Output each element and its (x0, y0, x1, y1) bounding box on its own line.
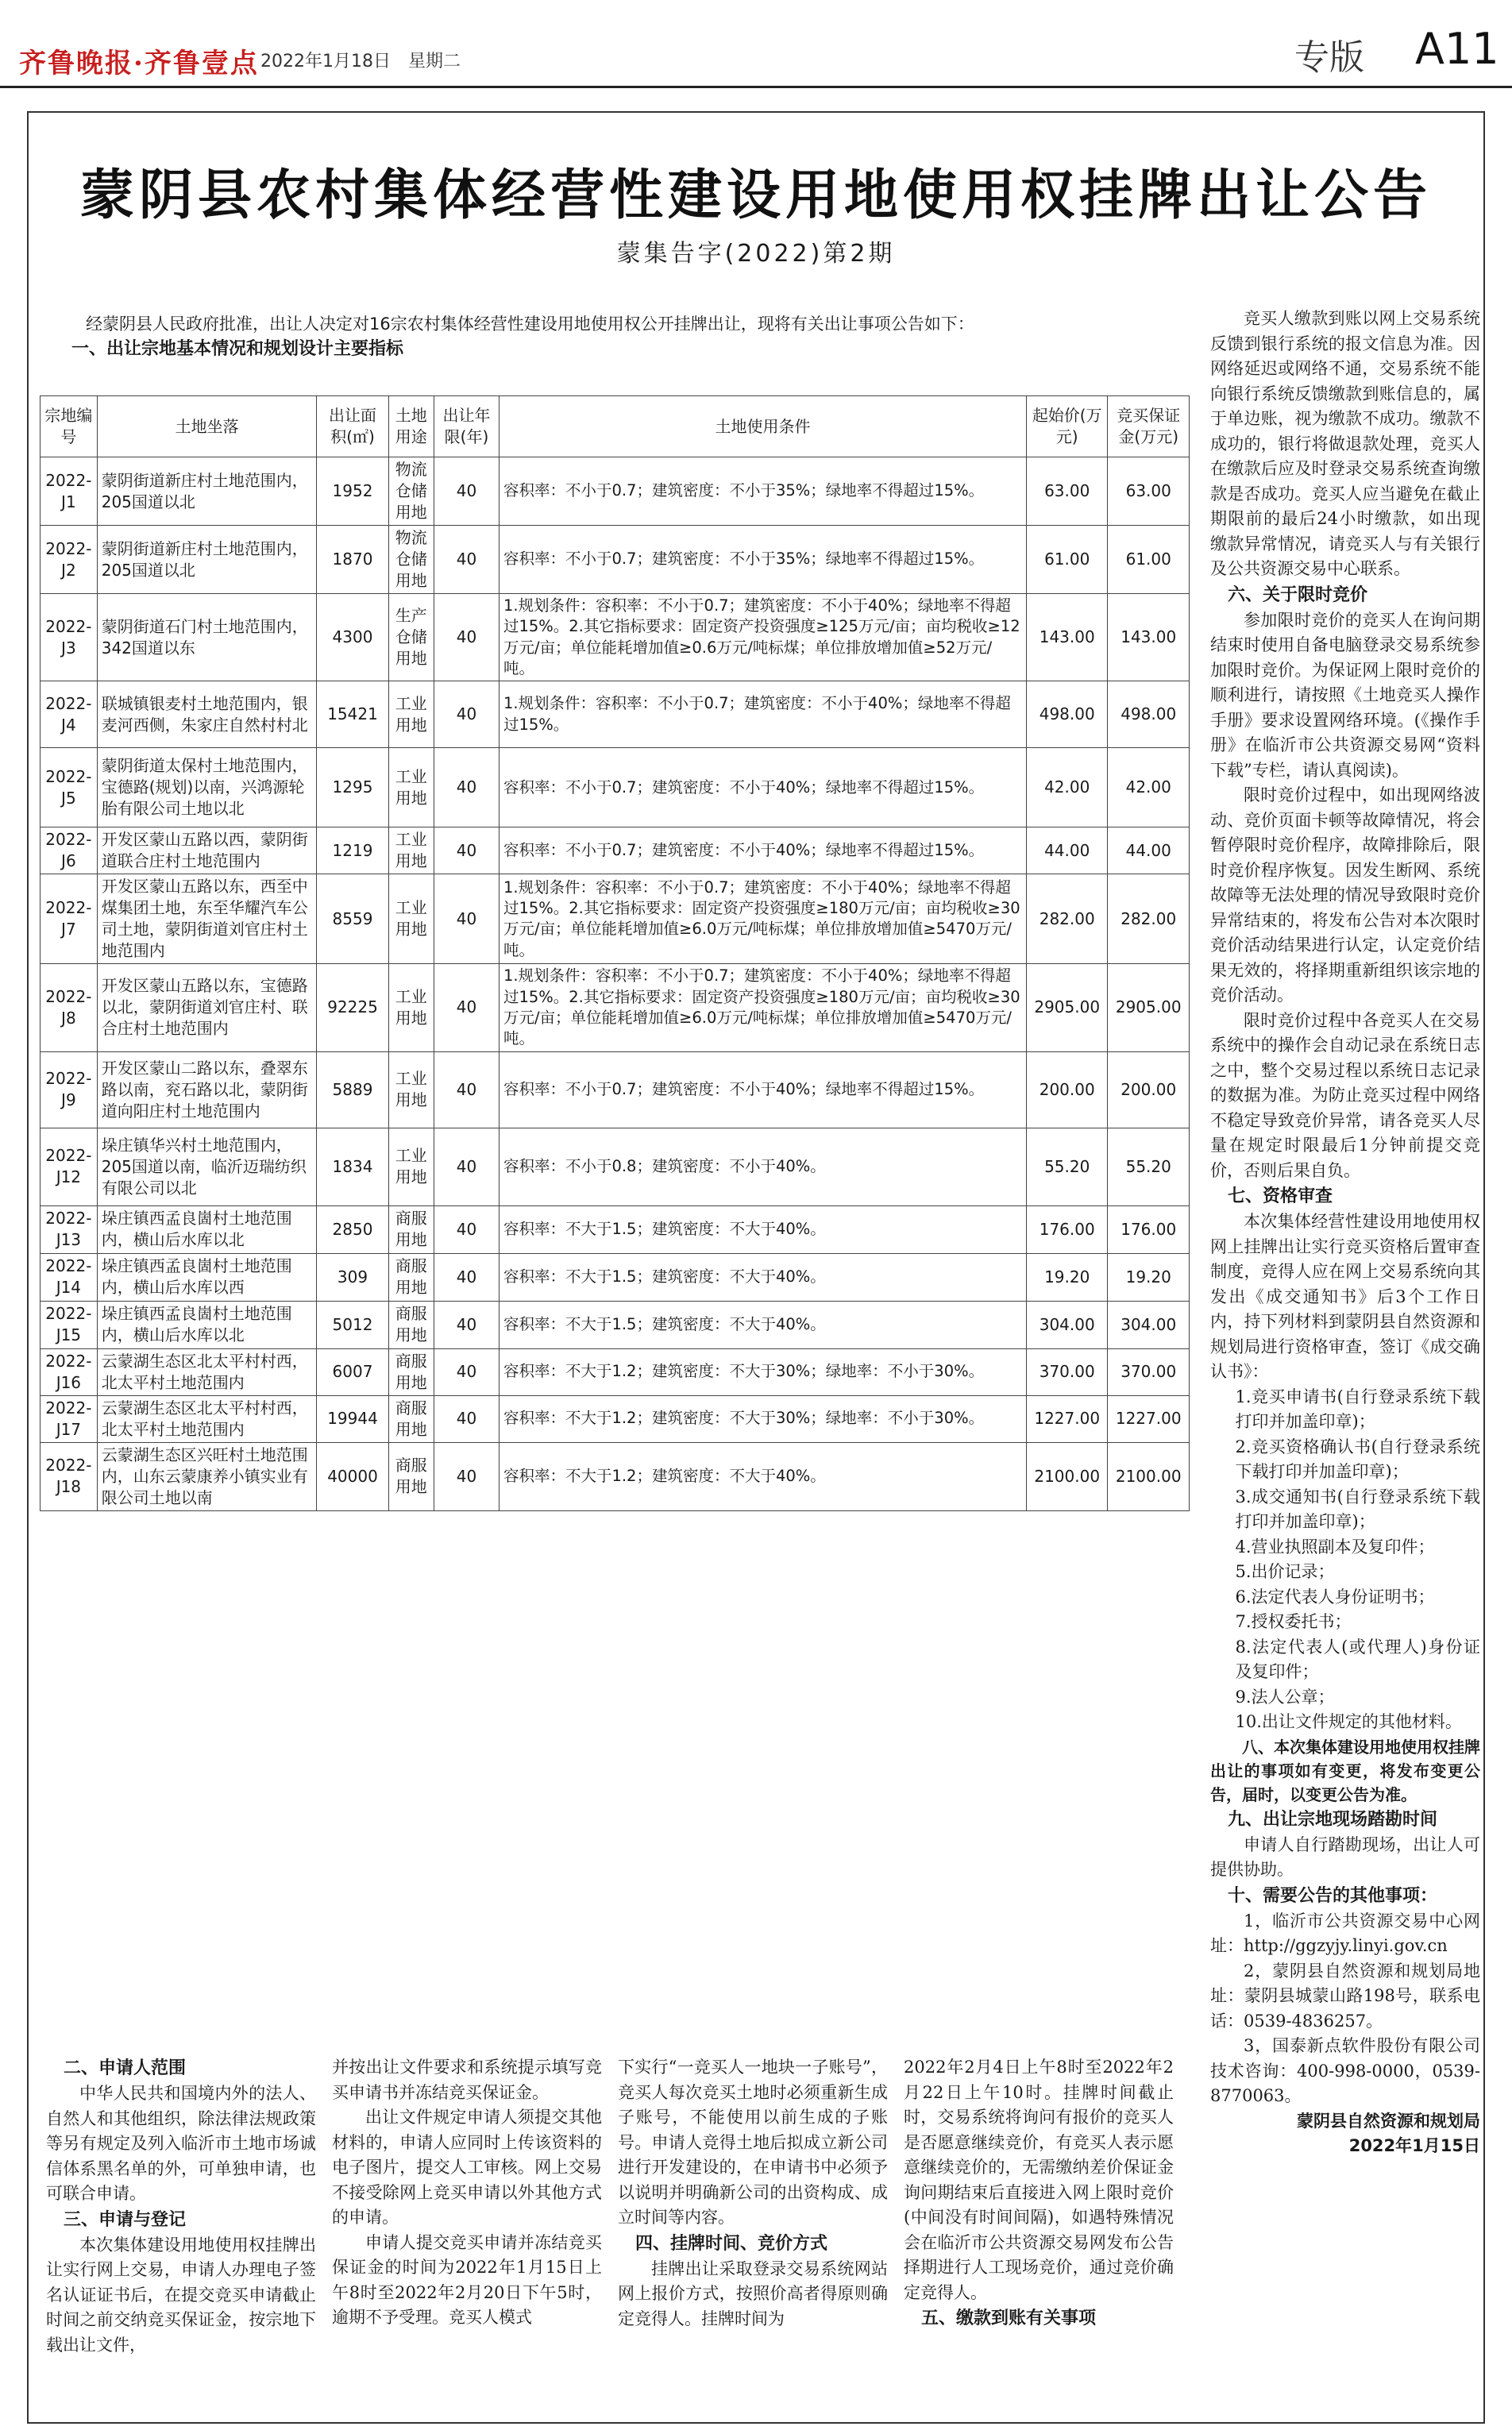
logo-text-1: 齐鲁晚报 (19, 48, 133, 79)
usage-conditions: 1.规划条件：容积率：不小于0.7；建筑密度：不小于40%；绿地率不得超过15%。2.其它指标要求：固定资产投资强度≥125万元/亩；亩均税收≥12万元/亩；单位能耗增加值≥0.6万元/吨标煤；单位排放增加值≥52万元/吨。 (499, 594, 1026, 681)
notice-title: 蒙阴县农村集体经营性建设用地使用权挂牌出让公告 (79, 164, 1432, 227)
deposit-amount: 1227.00 (1108, 1395, 1190, 1442)
starting-price: 143.00 (1026, 594, 1107, 681)
parcel-location: 开发区蒙山二路以东，叠翠东路以南，兖石路以北，蒙阴街道向阳庄村土地范围内 (97, 1051, 317, 1128)
bottom-column-1 (46, 2055, 316, 2358)
parcel-area: 92225 (317, 964, 388, 1051)
land-use: 工业用地 (388, 748, 434, 827)
parcel-location: 蒙阴街道石门村土地范围内，342国道以东 (97, 594, 317, 681)
parcel-area: 4300 (317, 594, 388, 681)
lease-years: 40 (434, 1348, 499, 1395)
parcel-area: 19944 (317, 1395, 388, 1442)
lease-years: 40 (434, 1051, 499, 1128)
paragraph: 申请人提交竞买申请并冻结竞买保证金的时间为2022年1月15日上午8时至2022年2月20日下午5时，逾期不予受理。竞买人模式 (332, 2232, 602, 2327)
parcel-area: 1952 (317, 457, 388, 526)
usage-conditions: 容积率：不大于1.5；建筑密度：不大于40%。 (499, 1301, 1026, 1348)
starting-price: 2100.00 (1026, 1442, 1107, 1510)
parcel-id: 2022-J2 (40, 526, 98, 594)
deposit-amount: 282.00 (1108, 874, 1190, 964)
parcel-location: 蒙阴街道新庄村土地范围内，205国道以北 (97, 457, 317, 526)
right-column (1210, 307, 1480, 2159)
parcel-area: 1219 (317, 827, 388, 874)
col-header: 出让年限(年) (434, 396, 499, 457)
masthead-divider (0, 86, 1512, 88)
paragraph: 2，蒙阴县自然资源和规划局地址：蒙阴县城蒙山路198号，联系电话：0539-4836257。 (1210, 1961, 1480, 2031)
col-header: 土地用途 (388, 396, 434, 457)
land-use: 商服用地 (388, 1348, 434, 1395)
parcel-id: 2022-J6 (40, 827, 98, 874)
section-label: 专版 (1294, 37, 1364, 78)
land-use: 工业用地 (388, 681, 434, 748)
list-item: 2.竞买资格确认书(自行登录系统下载打印并加盖印章)； (1235, 1437, 1480, 1481)
paragraph: 限时竞价过程中，如出现网络波动、竞价页面卡顿等故障情况，将会暂停限时竞价程序，故障排除后，限时竞价程序恢复。因发生断网、系统故障等无法处理的情况导致限时竞价异常结束的，将发布公告对本次限时竞价活动结果进行认定，认定竞价结果无效的，将择期重新组织该宗地的竞价活动。 (1210, 785, 1480, 1005)
starting-price: 55.20 (1026, 1128, 1107, 1205)
deposit-amount: 55.20 (1108, 1128, 1190, 1205)
col-header: 土地坐落 (97, 396, 317, 457)
table-row (40, 1395, 1190, 1442)
table-row (40, 457, 1190, 526)
signature-org: 蒙阴县自然资源和规划局 (1297, 2111, 1480, 2131)
starting-price: 1227.00 (1026, 1395, 1107, 1442)
parcel-location: 垛庄镇西孟良崮村土地范围内，横山后水库以北 (97, 1205, 317, 1253)
starting-price: 2905.00 (1026, 964, 1107, 1051)
parcel-area: 6007 (317, 1348, 388, 1395)
parcel-location: 云蒙湖生态区兴旺村土地范围内，山东云蒙康养小镇实业有限公司土地以南 (97, 1442, 317, 1510)
starting-price: 44.00 (1026, 827, 1107, 874)
section-8-text: 八、本次集体建设用地使用权挂牌出让的事项如有变更，将发布变更公告，届时，以变更公告为准。 (1210, 1737, 1480, 1804)
parcel-area: 5012 (317, 1301, 388, 1348)
list-item: 10.出让文件规定的其他材料。 (1235, 1712, 1462, 1731)
table-row (40, 964, 1190, 1051)
parcel-location: 开发区蒙山五路以东，宝德路以北，蒙阴街道刘官庄村、联合庄村土地范围内 (97, 964, 317, 1051)
col-header: 土地使用条件 (499, 396, 1026, 457)
list-item: 9.法人公章； (1235, 1687, 1335, 1707)
parcel-location: 开发区蒙山五路以东，西至中煤集团土地，东至华耀汽车公司土地，蒙阴街道刘官庄村土地范围内 (97, 874, 317, 964)
usage-conditions: 容积率：不小于0.7；建筑密度：不小于35%；绿地率不得超过15%。 (499, 526, 1026, 594)
paragraph: 2022年2月4日上午8时至2022年2月22日上午10时。挂牌时间截止时，交易系统将询问有报价的竞买人是否愿意继续竞价，有竞买人表示愿意继续竞价的，无需缴纳差价保证金询问期结束后直接进入网上限时竞价(中间没有时间间隔)，如遇特殊情况会在临沂市公共资源交易网发布公告择期进行人工现场竞价，通过竞价确定竞得人。 (904, 2058, 1174, 2302)
section-10-heading: 十、需要公告的其他事项： (1228, 1885, 1438, 1906)
usage-conditions: 容积率：不大于1.2；建筑密度：不大于40%。 (499, 1442, 1026, 1510)
section-2-heading: 二、申请人范围 (64, 2058, 187, 2078)
paragraph: 本次集体建设用地使用权挂牌出让实行网上交易，申请人办理电子签名认证证书后，在提交竞买申请截止时间之前交纳竞买保证金，按宗地下载出让文件， (46, 2235, 316, 2355)
section-1-heading: 一、出让宗地基本情况和规划设计主要指标 (71, 339, 404, 359)
parcel-area: 309 (317, 1253, 388, 1301)
parcel-id: 2022-J15 (40, 1301, 98, 1348)
parcel-location: 垛庄镇西孟良崮村土地范围内，横山后水库以北 (97, 1301, 317, 1348)
usage-conditions: 容积率：不小于0.7；建筑密度：不小于40%；绿地率不得超过15%。 (499, 1051, 1026, 1128)
page-number: A11 (1415, 24, 1499, 74)
col-header: 竞买保证金(万元) (1108, 396, 1190, 457)
deposit-amount: 176.00 (1108, 1205, 1190, 1253)
land-use: 工业用地 (388, 827, 434, 874)
starting-price: 498.00 (1026, 681, 1107, 748)
starting-price: 304.00 (1026, 1301, 1107, 1348)
usage-conditions: 1.规划条件：容积率：不小于0.7；建筑密度：不小于40%；绿地率不得超过15%。2.其它指标要求：固定资产投资强度≥180万元/亩；亩均税收≥30万元/亩；单位能耗增加值≥6.0万元/吨标煤；单位排放增加值≥5470万元/吨。 (499, 964, 1026, 1051)
usage-conditions: 容积率：不大于1.5；建筑密度：不大于40%。 (499, 1253, 1026, 1301)
parcel-location: 蒙阴街道太保村土地范围内，宝德路(规划)以南，兴鸿源轮胎有限公司土地以北 (97, 748, 317, 827)
lease-years: 40 (434, 681, 499, 748)
usage-conditions: 容积率：不大于1.5；建筑密度：不大于40%。 (499, 1205, 1026, 1253)
paragraph: 3，国泰新点软件股份有限公司技术咨询：400-998-0000，0539-8770063。 (1210, 2036, 1480, 2105)
list-item: 6.法定代表人身份证明书； (1235, 1587, 1435, 1607)
paragraph: 参加限时竞价的竞买人在询问期结束时使用自备电脑登录交易系统参加限时竞价。为保证网上限时竞价的顺利进行，请按照《土地竞买人操作手册》要求设置网络环境。(《操作手册》在临沂市公共资源交易网“资料下载”专栏，请认真阅读)。 (1210, 610, 1480, 780)
lease-years: 40 (434, 964, 499, 1051)
deposit-amount: 370.00 (1108, 1348, 1190, 1395)
notice-subtitle: 蒙集告字(2022)第2期 (616, 240, 896, 268)
lease-years: 40 (434, 1395, 499, 1442)
parcel-id: 2022-J3 (40, 594, 98, 681)
parcel-id: 2022-J9 (40, 1051, 98, 1128)
table-row (40, 526, 1190, 594)
table-row (40, 1205, 1190, 1253)
section-4-heading: 四、挂牌时间、竞价方式 (635, 2233, 828, 2254)
usage-conditions: 1.规划条件：容积率：不小于0.7；建筑密度：不小于40%；绿地率不得超过15%。 (499, 681, 1026, 748)
lease-years: 40 (434, 748, 499, 827)
deposit-amount: 44.00 (1108, 827, 1190, 874)
parcel-location: 蒙阴街道新庄村土地范围内，205国道以北 (97, 526, 317, 594)
list-item: 3.成交通知书(自行登录系统下载打印并加盖印章)； (1235, 1487, 1480, 1531)
col-header: 出让面积(㎡) (317, 396, 388, 457)
deposit-amount: 143.00 (1108, 594, 1190, 681)
table-row (40, 1442, 1190, 1510)
required-materials-list (1210, 1385, 1480, 1735)
lease-years: 40 (434, 457, 499, 526)
usage-conditions: 容积率：不小于0.7；建筑密度：不小于35%；绿地率不得超过15%。 (499, 457, 1026, 526)
table-row (40, 1348, 1190, 1395)
parcel-location: 联城镇银麦村土地范围内，银麦河西侧，朱家庄自然村村北 (97, 681, 317, 748)
section-3-heading: 三、申请与登记 (64, 2209, 187, 2230)
parcel-location: 垛庄镇华兴村土地范围内，205国道以南，临沂迈瑞纺织有限公司以北 (97, 1128, 317, 1205)
land-use: 工业用地 (388, 964, 434, 1051)
deposit-amount: 19.20 (1108, 1253, 1190, 1301)
table-row (40, 874, 1190, 964)
parcel-area: 40000 (317, 1442, 388, 1510)
bottom-column-3 (618, 2055, 888, 2332)
deposit-amount: 42.00 (1108, 748, 1190, 827)
deposit-amount: 304.00 (1108, 1301, 1190, 1348)
section-6-heading: 六、关于限时竞价 (1228, 584, 1368, 605)
starting-price: 176.00 (1026, 1205, 1107, 1253)
paragraph: 出让文件规定申请人须提交其他材料的，申请人应同时上传该资料的电子图片，提交人工审核。网上交易不接受除网上竞买申请以外其他方式的申请。 (332, 2108, 602, 2227)
parcel-id: 2022-J12 (40, 1128, 98, 1205)
deposit-amount: 498.00 (1108, 681, 1190, 748)
starting-price: 282.00 (1026, 874, 1107, 964)
list-item: 7.授权委托书； (1235, 1612, 1352, 1631)
table-header-row (40, 396, 1190, 457)
lease-years: 40 (434, 1442, 499, 1510)
lease-years: 40 (434, 1128, 499, 1205)
table-row (40, 1051, 1190, 1128)
parcel-id: 2022-J1 (40, 457, 98, 526)
starting-price: 42.00 (1026, 748, 1107, 827)
land-use: 商服用地 (388, 1395, 434, 1442)
parcel-location: 垛庄镇西孟良崮村土地范围内，横山后水库以西 (97, 1253, 317, 1301)
paragraph: 中华人民共和国境内外的法人、自然人和其他组织，除法律法规政策等另有规定及列入临沂市土地市场诚信体系黑名单的外，可单独申请，也可联合申请。 (46, 2084, 316, 2203)
paragraph: 并按出让文件要求和系统提示填写竞买申请书并冻结竞买保证金。 (332, 2058, 602, 2102)
paragraph: 限时竞价过程中各竞买人在交易系统中的操作会自动记录在系统日志之中，整个交易过程以系统日志记录的数据为准。为防止竞买过程中网络不稳定导致竞价异常，请各竞买人尽量在规定时限最后1分钟前提交竞价，否则后果自负。 (1210, 1010, 1480, 1180)
lease-years: 40 (434, 1301, 499, 1348)
parcel-id: 2022-J16 (40, 1348, 98, 1395)
usage-conditions: 容积率：不大于1.2；建筑密度：不大于30%；绿地率：不小于30%。 (499, 1395, 1026, 1442)
list-item: 4.营业执照副本及复印件； (1235, 1537, 1435, 1556)
starting-price: 200.00 (1026, 1051, 1107, 1128)
parcel-area: 5889 (317, 1051, 388, 1128)
list-item: 8.法定代表人(或代理人)身份证及复印件； (1235, 1637, 1480, 1681)
paragraph: 1，临沂市公共资源交易中心网址：http://ggzyjy.linyi.gov.cn (1210, 1911, 1480, 1955)
land-use: 物流仓储用地 (388, 526, 434, 594)
table-row (40, 594, 1190, 681)
land-use: 工业用地 (388, 1128, 434, 1205)
deposit-amount: 200.00 (1108, 1051, 1190, 1128)
lease-years: 40 (434, 526, 499, 594)
intro-paragraph: 经蒙阴县人民政府批准，出让人决定对16宗农村集体经营性建设用地使用权公开挂牌出让，现将有关出让事项公告如下： (86, 314, 974, 334)
usage-conditions: 容积率：不小于0.8；建筑密度：不小于40%。 (499, 1128, 1026, 1205)
newspaper-logo (19, 41, 259, 80)
bottom-column-4 (904, 2055, 1174, 2332)
table-row (40, 748, 1190, 827)
paragraph: 本次集体经营性建设用地使用权网上挂牌出让实行竞买资格后置审查制度，竞得人应在网上交易系统向其发出《成交通知书》后3个工作日内，持下列材料到蒙阴县自然资源和规划局进行资格审查，签订《成交确认书》： (1210, 1212, 1480, 1381)
land-use: 工业用地 (388, 874, 434, 964)
table-row (40, 827, 1190, 874)
lease-years: 40 (434, 1205, 499, 1253)
starting-price: 63.00 (1026, 457, 1107, 526)
paragraph: 竞买人缴款到账以网上交易系统反馈到银行系统的报文信息为准。因网络延迟或网络不通，交易系统不能向银行系统反馈缴款到账信息的，属于单边账，视为缴款不成功。缴款不成功的，银行将做退款处理，竞买人在缴款后应及时登录交易系统查询缴款是否成功。竞买人应当避免在截止期限前的最后24小时缴款，如出现缴款异常情况，请竞买人与有关银行及公共资源交易中心联系。 (1210, 309, 1480, 578)
deposit-amount: 2905.00 (1108, 964, 1190, 1051)
land-use: 工业用地 (388, 1051, 434, 1128)
parcel-id: 2022-J17 (40, 1395, 98, 1442)
parcel-id: 2022-J13 (40, 1205, 98, 1253)
col-header: 起始价(万元) (1026, 396, 1107, 457)
section-5-heading: 五、缴款到账有关事项 (921, 2309, 1097, 2328)
table-row (40, 681, 1190, 748)
usage-conditions: 1.规划条件：容积率：不小于0.7；建筑密度：不小于40%；绿地率不得超过15%。2.其它指标要求：固定资产投资强度≥180万元/亩；亩均税收≥30万元/亩；单位能耗增加值≥6.0万元/吨标煤；单位排放增加值≥5470万元/吨。 (499, 874, 1026, 964)
starting-price: 370.00 (1026, 1348, 1107, 1395)
land-use: 生产仓储用地 (388, 594, 434, 681)
deposit-amount: 61.00 (1108, 526, 1190, 594)
parcel-area: 1295 (317, 748, 388, 827)
deposit-amount: 2100.00 (1108, 1442, 1190, 1510)
land-parcel-table (40, 395, 1190, 1511)
paragraph: 下实行“一竞买人一地块一子账号”，竞买人每次竞买土地时必须重新生成子账号，不能使用以前生成的子账号。申请人竞得土地后拟成立新公司进行开发建设的，在申请书中必须予以说明并明确新公司的出资构成、成立时间等内容。 (618, 2058, 888, 2227)
parcel-area: 8559 (317, 874, 388, 964)
lease-years: 40 (434, 594, 499, 681)
land-use: 商服用地 (388, 1205, 434, 1253)
parcel-location: 开发区蒙山五路以西，蒙阴街道联合庄村土地范围内 (97, 827, 317, 874)
issue-date: 2022年1月18日 星期二 (260, 52, 461, 71)
paragraph: 挂牌出让采取登录交易系统网站网上报价方式，按照价高者得原则确定竞得人。挂牌时间为 (618, 2258, 888, 2328)
section-7-heading: 七、资格审查 (1228, 1186, 1333, 1206)
parcel-area: 1834 (317, 1128, 388, 1205)
parcel-area: 2850 (317, 1205, 388, 1253)
lease-years: 40 (434, 874, 499, 964)
col-header: 宗地编号 (40, 396, 98, 457)
starting-price: 61.00 (1026, 526, 1107, 594)
land-use: 商服用地 (388, 1442, 434, 1510)
parcel-id: 2022-J5 (40, 748, 98, 827)
starting-price: 19.20 (1026, 1253, 1107, 1301)
table-row (40, 1128, 1190, 1205)
table-row (40, 1301, 1190, 1348)
parcel-id: 2022-J7 (40, 874, 98, 964)
parcel-id: 2022-J18 (40, 1442, 98, 1510)
table-body (40, 457, 1190, 1511)
parcel-id: 2022-J8 (40, 964, 98, 1051)
usage-conditions: 容积率：不大于1.2；建筑密度：不大于30%；绿地率：不小于30%。 (499, 1348, 1026, 1395)
list-item: 1.竞买申请书(自行登录系统下载打印并加盖印章)； (1235, 1387, 1480, 1431)
parcel-area: 15421 (317, 681, 388, 748)
usage-conditions: 容积率：不小于0.7；建筑密度：不小于40%；绿地率不得超过15%。 (499, 827, 1026, 874)
parcel-id: 2022-J4 (40, 681, 98, 748)
list-item: 5.出价记录； (1235, 1562, 1335, 1581)
land-use: 商服用地 (388, 1301, 434, 1348)
signature-date: 2022年1月15日 (1348, 2136, 1480, 2155)
deposit-amount: 63.00 (1108, 457, 1190, 526)
usage-conditions: 容积率：不小于0.7；建筑密度：不小于40%；绿地率不得超过15%。 (499, 748, 1026, 827)
parcel-area: 1870 (317, 526, 388, 594)
section-9-heading: 九、出让宗地现场踏勘时间 (1228, 1809, 1438, 1830)
lease-years: 40 (434, 1253, 499, 1301)
land-use: 商服用地 (388, 1253, 434, 1301)
parcel-location: 云蒙湖生态区北太平村村西，北太平村土地范围内 (97, 1395, 317, 1442)
bottom-column-2 (332, 2055, 602, 2331)
logo-text-2: ·齐鲁壹点 (133, 48, 259, 79)
land-use: 物流仓储用地 (388, 457, 434, 526)
parcel-location: 云蒙湖生态区北太平村村西，北太平村土地范围内 (97, 1348, 317, 1395)
lease-years: 40 (434, 827, 499, 874)
table-row (40, 1253, 1190, 1301)
parcel-id: 2022-J14 (40, 1253, 98, 1301)
masthead (0, 0, 1512, 94)
paragraph: 申请人自行踏勘现场，出让人可提供协助。 (1210, 1834, 1480, 1879)
